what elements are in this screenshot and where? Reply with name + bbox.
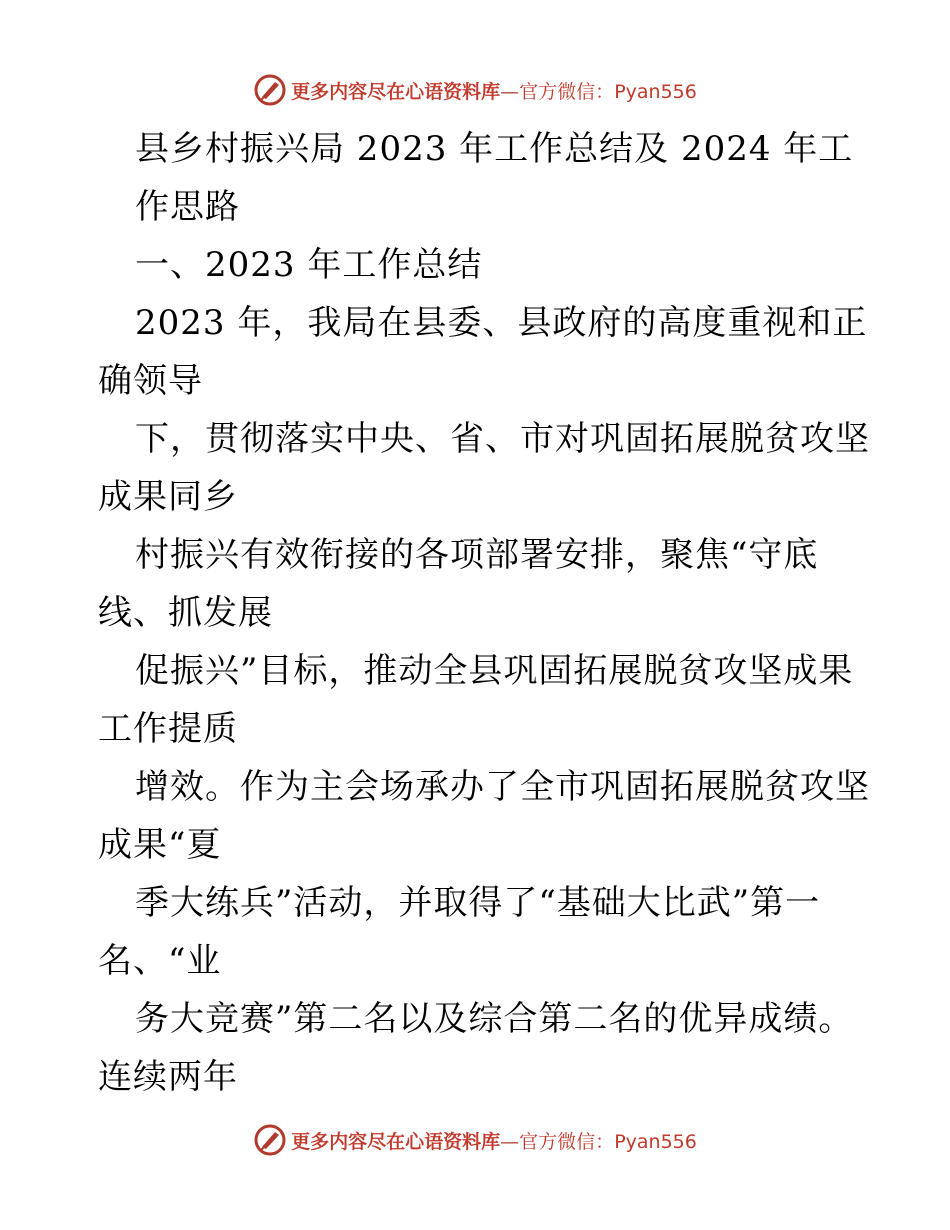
paragraph-line: 务大竞赛”第二名以及综合第二名的优异成绩。 — [135, 999, 854, 1039]
paragraph-line: 促振兴”目标，推动全县巩固拓展脱贫攻坚成果 — [135, 651, 854, 691]
paragraph-line: 成果“夏 — [98, 825, 222, 865]
banner-wechat-label: 官方微信： — [519, 1130, 615, 1153]
header-watermark-banner — [0, 70, 950, 110]
paragraph-line: 2023 年，我局在县委、县政府的高度重视和正 — [135, 303, 868, 343]
banner-wechat-id: Pyan556 — [614, 1130, 697, 1153]
banner-wechat-label: 官方微信： — [519, 80, 615, 103]
paragraph-line: 线、抓发展 — [98, 593, 273, 633]
banner-separator: — — [500, 1130, 520, 1153]
banner-text — [291, 77, 697, 104]
paragraph-line: 确领导 — [98, 361, 203, 401]
footer-watermark-banner — [0, 1120, 950, 1160]
banner-brand: 更多内容尽在心语资料库 — [291, 1130, 501, 1153]
paragraph-line: 名、“业 — [98, 941, 222, 981]
paragraph-line: 增效。作为主会场承办了全市巩固拓展脱贫攻坚 — [135, 767, 870, 807]
paragraph-line: 季大练兵”活动，并取得了“基础大比武”第一 — [135, 883, 821, 923]
paragraph-line: 成果同乡 — [98, 477, 238, 517]
paragraph-line: 工作提质 — [98, 709, 238, 749]
banner-wechat-id: Pyan556 — [614, 80, 697, 103]
banner-text — [291, 1127, 697, 1154]
section-heading: 一、2023 年工作总结 — [135, 245, 483, 285]
banner-brand: 更多内容尽在心语资料库 — [291, 80, 501, 103]
doc-title-line-1: 县乡村振兴局 2023 年工作总结及 2024 年工 — [135, 129, 854, 169]
banner-separator: — — [500, 80, 520, 103]
doc-title-line-2: 作思路 — [135, 187, 240, 227]
quill-logo-icon — [253, 1123, 287, 1157]
paragraph-line: 连续两年 — [98, 1057, 238, 1097]
paragraph-line: 下，贯彻落实中央、省、市对巩固拓展脱贫攻坚 — [135, 419, 870, 459]
quill-logo-icon — [253, 73, 287, 107]
paragraph-line: 村振兴有效衔接的各项部署安排，聚焦“守底 — [135, 535, 819, 575]
